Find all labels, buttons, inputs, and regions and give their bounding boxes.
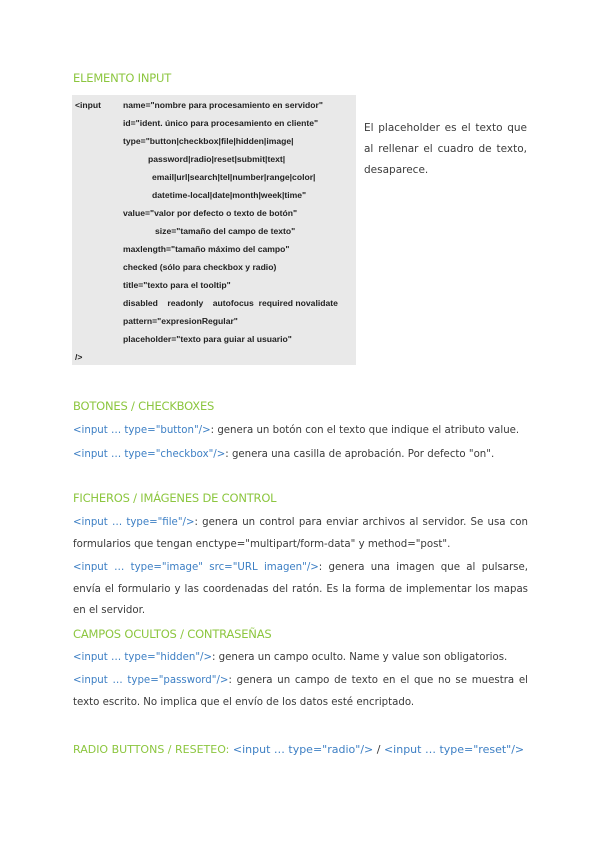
- radio-reset-line: [73, 739, 528, 761]
- code-line-placeholder: placeholder="texto para guiar al usuario": [123, 334, 292, 344]
- code-open-tag: <input: [75, 100, 102, 110]
- description-text: : genera un campo de texto en el que no se muestra el texto escrito. No implica que el envío de los datos esté encriptado.: [73, 675, 528, 708]
- placeholder-note: El placeholder es el texto que al rellenar el cuadro de texto, desaparece.: [364, 122, 527, 176]
- code-line-id: id="ident. único para procesamiento en cliente": [123, 118, 319, 128]
- code-line-value: value="valor por defecto o texto de botón": [123, 208, 298, 218]
- section-heading-ficheros: FICHEROS / IMÁGENES DE CONTROL: [73, 491, 277, 505]
- code-line-flags: disabled readonly autofocus required novalidate: [123, 298, 338, 308]
- code-line-type-2: password|radio|reset|submit|text|: [148, 154, 286, 164]
- code-snippet: <input … type="checkbox"/>: [73, 449, 226, 460]
- code-line-type-3: email|url|search|tel|number|range|color|: [152, 172, 316, 182]
- code-line-pattern: pattern="expresionRegular": [123, 316, 238, 326]
- code-line-maxlength: maxlength="tamaño máximo del campo": [123, 244, 290, 254]
- paragraph-file: [73, 512, 528, 555]
- description-text: : genera un control para enviar archivos al servidor. Se usa con formularios que tengan enctype="multipart/form-data" y method="post".: [73, 517, 528, 550]
- code-line-type: type="button|checkbox|file|hidden|image|: [123, 136, 294, 146]
- code-line-checked: checked (sólo para checkbox y radio): [123, 262, 277, 272]
- description-text: : genera una imagen que al pulsarse, envía el formulario y las coordenadas del ratón. Es la forma de implementar los mapas en el servidor.: [73, 562, 528, 616]
- section-heading-radio: RADIO BUTTONS / RESETEO:: [73, 743, 230, 756]
- code-close-tag: />: [75, 352, 83, 362]
- paragraph-button: [73, 420, 528, 442]
- code-snippet-radio: <input … type="radio"/>: [232, 743, 374, 756]
- section-heading-input: ELEMENTO INPUT: [73, 71, 172, 85]
- description-text: : genera un botón con el texto que indique el atributo value.: [210, 425, 520, 436]
- description-text: : genera una casilla de aprobación. Por defecto "on".: [225, 449, 495, 460]
- code-line-size: size="tamaño del campo de texto": [155, 226, 296, 236]
- code-snippet: <input … type="button"/>: [73, 425, 211, 436]
- paragraph-password: [73, 670, 528, 713]
- code-snippet: <input … type="image" src="URL imagen"/>: [73, 562, 319, 573]
- code-snippet-reset: <input … type="reset"/>: [383, 743, 525, 756]
- code-snippet: <input … type="password"/>: [73, 675, 229, 686]
- paragraph-hidden: [73, 647, 528, 669]
- code-snippet: <input … type="file"/>: [73, 517, 195, 528]
- code-snippet: <input … type="hidden"/>: [73, 652, 212, 663]
- description-text: : genera un campo oculto. Name y value son obligatorios.: [211, 652, 508, 663]
- section-heading-botones: BOTONES / CHECKBOXES: [73, 399, 215, 413]
- separator: /: [373, 743, 384, 756]
- code-line-type-4: datetime-local|date|month|week|time": [152, 190, 307, 200]
- code-line-name: name="nombre para procesamiento en servidor": [123, 100, 323, 110]
- section-heading-campos: CAMPOS OCULTOS / CONTRASEÑAS: [73, 627, 272, 641]
- code-line-title: title="texto para el tooltip": [123, 280, 231, 290]
- paragraph-checkbox: [73, 444, 528, 466]
- input-syntax-code-box: [72, 95, 356, 365]
- paragraph-image: [73, 557, 528, 622]
